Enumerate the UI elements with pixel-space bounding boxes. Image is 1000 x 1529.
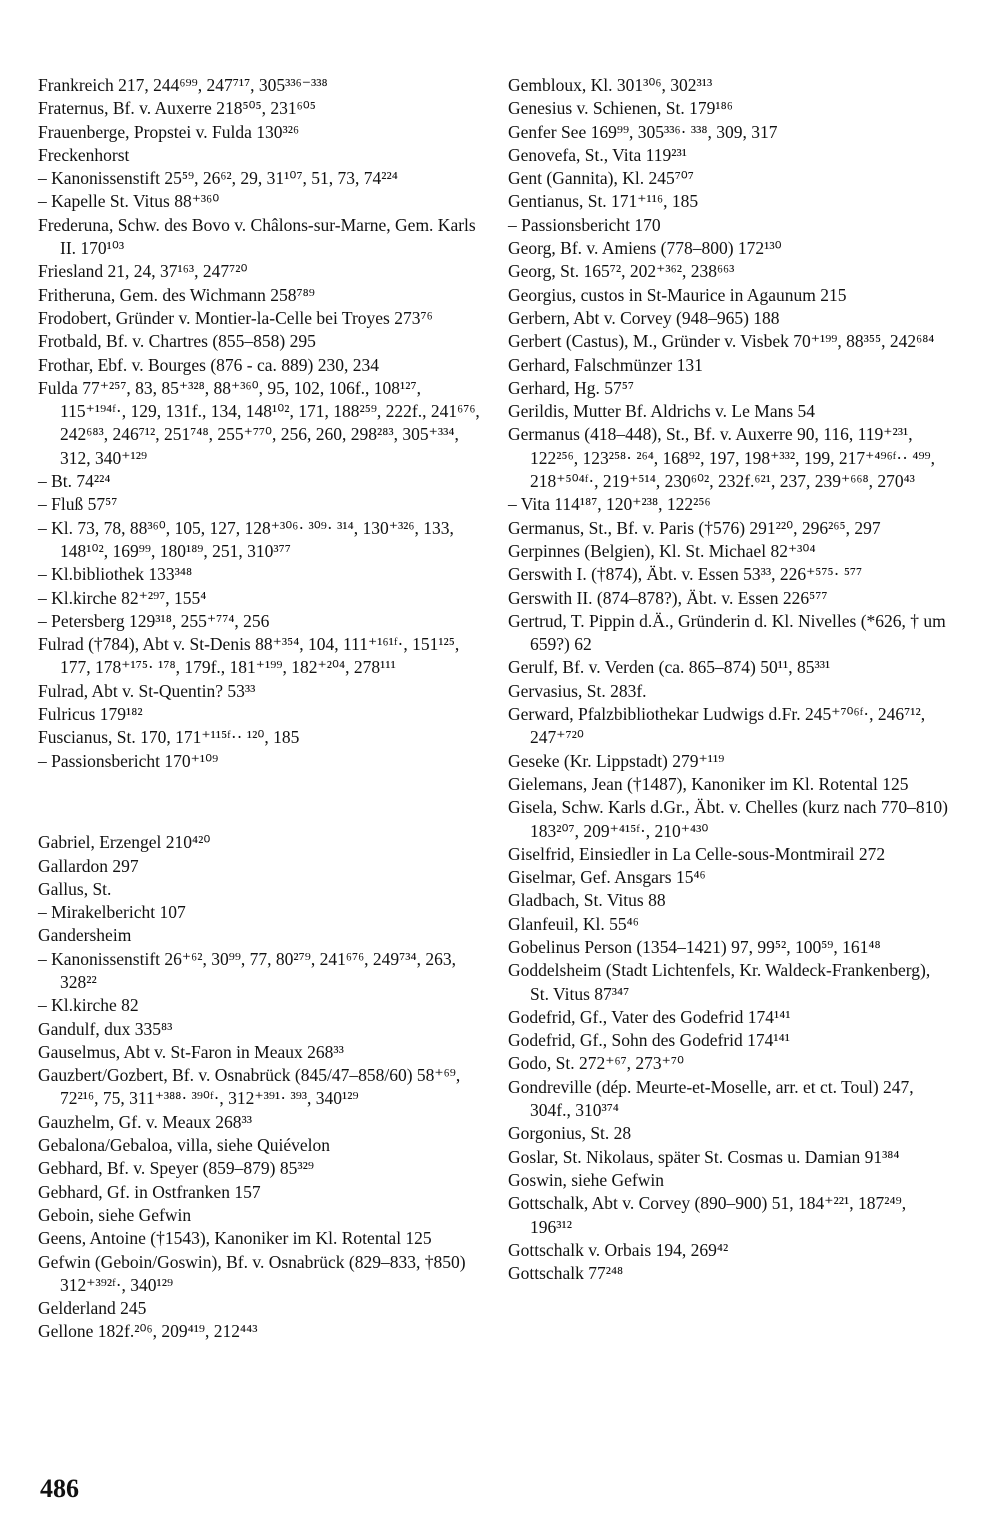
index-entry: Gelderland 245 [38, 1298, 147, 1319]
index-entry: Gobelinus Person (1354–1421) 97, 99⁵², 100⁵⁹, 161⁴⁸ [508, 936, 881, 957]
index-entry: Godefrid, Gf., Vater des Godefrid 174¹⁴¹ [508, 1006, 791, 1027]
index-entry: Frankreich 217, 244⁶⁹⁹, 247⁷¹⁷, 305³³⁶⁻³³⁸ [38, 75, 328, 95]
index-entry: Gottschalk 77²⁴⁸ [508, 1263, 624, 1284]
page-number: 486 [40, 1474, 79, 1503]
index-entry: Gerildis, Mutter Bf. Aldrichs v. Le Mans 54 [508, 401, 816, 422]
index-entry: Gerbern, Abt v. Corvey (948–965) 188 [508, 307, 780, 328]
index-entry: Godefrid, Gf., Sohn des Godefrid 174¹⁴¹ [508, 1030, 790, 1051]
index-entry: Geseke (Kr. Lippstadt) 279⁺¹¹⁹ [508, 750, 725, 771]
index-entry: Gerhard, Falschmünzer 131 [508, 354, 703, 375]
index-entry: Gefwin (Geboin/Goswin), Bf. v. Osnabrück (829–833, †850) 312⁺³⁹²ᶠ·, 340¹²⁹ [38, 1251, 466, 1295]
index-entry: – Passionsbericht 170⁺¹⁰⁹ [38, 750, 219, 771]
index-entry: – Kl.kirche 82⁺²⁹⁷, 155⁴ [38, 587, 207, 608]
index-entry: – Bt. 74²²⁴ [38, 471, 111, 492]
index-entry: Fraternus, Bf. v. Auxerre 218⁵⁰⁵, 231⁶⁰⁵ [38, 98, 316, 119]
index-entry: – Kl.kirche 82 [38, 995, 139, 1016]
index-entry: Fulricus 179¹⁸² [38, 704, 143, 725]
index-entry: Gembloux, Kl. 301³⁰⁶, 302³¹³ [508, 75, 713, 95]
index-entry: Gerulf, Bf. v. Verden (ca. 865–874) 50¹¹, 85³³¹ [508, 657, 831, 678]
index-entry: Gorgonius, St. 28 [508, 1123, 632, 1144]
index-entry: Gallardon 297 [38, 855, 139, 876]
index-entry: Gabriel, Erzengel 210⁴²⁰ [38, 832, 211, 853]
index-entry: Fulrad (†784), Abt v. St-Denis 88⁺³⁵⁴, 104, 111⁺¹⁶¹ᶠ·, 151¹²⁵, 177, 178⁺¹⁷⁵· ¹⁷⁸, 179f., 181⁺¹⁹⁹, 182⁺²⁰⁴, 278¹¹¹ [38, 634, 460, 678]
index-entry: Gisela, Schw. Karls d.Gr., Äbt. v. Chelles (kurz nach 770–810) 183²⁰⁷, 209⁺⁴¹⁵ᶠ·, 210⁺⁴³⁰ [508, 797, 949, 841]
index-entry: Frothar, Ebf. v. Bourges (876 - ca. 889) 230, 234 [38, 354, 379, 375]
index-entry: Gerhard, Hg. 57⁵⁷ [508, 377, 634, 398]
index-entry: – Petersberg 129³¹⁸, 255⁺⁷⁷⁴, 256 [38, 610, 270, 631]
index-entry: Germanus (418–448), St., Bf. v. Auxerre 90, 116, 119⁺²³¹, 122²⁵⁶, 123²⁵⁸· ²⁶⁴, 168⁹², 197, 198⁺³³², 199, 217⁺⁴⁹⁶ᶠ·· ⁴⁹⁹, 218⁺⁵⁰⁴ᶠ·, 219⁺⁵¹⁴, 230⁶⁰², 232f.⁶²¹, 237, 239⁺⁶⁶⁸, 270⁴³ [508, 424, 936, 492]
index-entry: – Passionsbericht 170 [508, 214, 661, 235]
index-entry: Gladbach, St. Vitus 88 [508, 890, 666, 911]
index-entry: Gebhard, Bf. v. Speyer (859–879) 85³²⁹ [38, 1158, 314, 1179]
index-entry: Gandersheim [38, 925, 132, 946]
index-entry: Gebhard, Gf. in Ostfranken 157 [38, 1181, 261, 1202]
index-entry: Gervasius, St. 283f. [508, 680, 647, 701]
index-entry: Friesland 21, 24, 37¹⁶³, 247⁷²⁰ [38, 261, 248, 282]
index-column-left [38, 74, 480, 1344]
index-entry: – Mirakelbericht 107 [38, 902, 186, 923]
index-entry: Gielemans, Jean (†1487), Kanoniker im Kl. Rotental 125 [508, 773, 909, 794]
index-entry: Fuscianus, St. 170, 171⁺¹¹⁵ᶠ·· ¹²⁰, 185 [38, 727, 300, 748]
index-entry: Frotbald, Bf. v. Chartres (855–858) 295 [38, 331, 316, 352]
index-entry: Genfer See 169⁹⁹, 305³³⁶· ³³⁸, 309, 317 [508, 121, 778, 142]
index-entry: Gellone 182f.²⁰⁶, 209⁴¹⁹, 212⁴⁴³ [38, 1321, 258, 1342]
index-entry: Goddelsheim (Stadt Lichtenfels, Kr. Waldeck-Frankenberg), St. Vitus 87³⁴⁷ [508, 960, 931, 1004]
index-entry: Gertrud, T. Pippin d.Ä., Gründerin d. Kl. Nivelles (*626, † um 659?) 62 [508, 610, 946, 655]
index-entry: Godo, St. 272⁺⁶⁷, 273⁺⁷⁰ [508, 1053, 685, 1074]
index-entry: Georgius, custos in St-Maurice in Agaunum 215 [508, 284, 847, 305]
index-entry: Gandulf, dux 335⁸³ [38, 1018, 173, 1039]
index-entry: Gent (Gannita), Kl. 245⁷⁰⁷ [508, 168, 694, 189]
index-entry: Geboin, siehe Gefwin [38, 1204, 192, 1225]
index-entry: Germanus, St., Bf. v. Paris (†576) 291²²⁰, 296²⁶⁵, 297 [508, 517, 881, 538]
index-entry: Gebalona/Gebaloa, villa, siehe Quiévelon [38, 1135, 331, 1156]
index-entry: Gerswith I. (†874), Äbt. v. Essen 53³³, 226⁺⁵⁷⁵· ⁵⁷⁷ [508, 564, 863, 585]
index-entry: – Kanonissenstift 26⁺⁶², 30⁹⁹, 77, 80²⁷⁹, 241⁶⁷⁶, 249⁷³⁴, 263, 328²² [38, 948, 456, 992]
index-entry: Gallus, St. [38, 878, 112, 899]
index-entry: Genesius v. Schienen, St. 179¹⁸⁶ [508, 98, 733, 119]
index-entry: Gottschalk v. Orbais 194, 269⁴² [508, 1239, 729, 1260]
index-column-right [508, 74, 950, 1285]
index-entry: – Kl. 73, 78, 88³⁶⁰, 105, 127, 128⁺³⁰⁶· ³⁰⁹· ³¹⁴, 130⁺³²⁶, 133, 148¹⁰², 169⁹⁹, 180¹⁸⁹, 251, 310³⁷⁷ [38, 517, 454, 561]
index-entry: Gauzbert/Gozbert, Bf. v. Osnabrück (845/47–858/60) 58⁺⁶⁹, 72²¹⁶, 75, 311⁺³⁸⁸· ³⁹⁰ᶠ·, 312⁺³⁹¹· ³⁹³, 340¹²⁹ [38, 1065, 461, 1109]
index-entry: Genovefa, St., Vita 119²³¹ [508, 144, 687, 165]
index-entry: Fulda 77⁺²⁵⁷, 83, 85⁺³²⁸, 88⁺³⁶⁰, 95, 102, 106f., 108¹²⁷, 115⁺¹⁹⁴ᶠ·, 129, 131f., 134, 148¹⁰², 171, 188²⁵⁹, 222f., 241⁶⁷⁶, 242⁶⁸³, 246⁷¹², 251⁷⁴⁸, 255⁺⁷⁷⁰, 256, 260, 298²⁸³, 305⁺³³⁴, 312, 340⁺¹²⁹ [38, 377, 480, 468]
index-entry: Gondreville (dép. Meurte-et-Moselle, arr. et ct. Toul) 247, 304f., 310³⁷⁴ [508, 1076, 914, 1121]
index-entry: Gerswith II. (874–878?), Äbt. v. Essen 226⁵⁷⁷ [508, 587, 828, 608]
index-entry: – Fluß 57⁵⁷ [38, 494, 118, 515]
index-entry: Giselmar, Gef. Ansgars 15⁴⁶ [508, 867, 706, 888]
index-entry: Frederuna, Schw. des Bovo v. Châlons-sur-Marne, Gem. Karls II. 170¹⁰³ [38, 214, 476, 259]
index-entry: Georg, Bf. v. Amiens (778–800) 172¹³⁰ [508, 238, 782, 259]
index-entry: – Kl.bibliothek 133³⁴⁸ [38, 564, 193, 585]
index-entry: Frodobert, Gründer v. Montier-la-Celle bei Troyes 273⁷⁶ [38, 307, 433, 328]
index-entry: Gerpinnes (Belgien), Kl. St. Michael 82⁺³⁰⁴ [508, 540, 816, 561]
index-entry: Georg, St. 165⁷², 202⁺³⁶², 238⁶⁶³ [508, 261, 735, 282]
index-entry: Gottschalk, Abt v. Corvey (890–900) 51, 184⁺²²¹, 187²⁴⁹, 196³¹² [508, 1193, 907, 1237]
index-entry: Fritheruna, Gem. des Wichmann 258⁷⁸⁹ [38, 284, 315, 305]
index-entry: Gauzhelm, Gf. v. Meaux 268³³ [38, 1111, 252, 1132]
index-entry: Goswin, siehe Gefwin [508, 1169, 665, 1190]
index-entry: Fulrad, Abt v. St-Quentin? 53³³ [38, 680, 256, 701]
index-entry: Gauselmus, Abt v. St-Faron in Meaux 268³³ [38, 1041, 344, 1062]
index-entry: Glanfeuil, Kl. 55⁴⁶ [508, 913, 639, 934]
section-gap [38, 790, 480, 813]
index-entry: Goslar, St. Nikolaus, später St. Cosmas u. Damian 91³⁸⁴ [508, 1146, 900, 1167]
index-entry: – Kapelle St. Vitus 88⁺³⁶⁰ [38, 191, 220, 212]
index-entry: Geens, Antoine (†1543), Kanoniker im Kl. Rotental 125 [38, 1228, 432, 1249]
index-entry: Gerward, Pfalzbibliothekar Ludwigs d.Fr. 245⁺⁷⁰⁶ᶠ·, 246⁷¹², 247⁺⁷²⁰ [508, 704, 926, 748]
index-entry: Gentianus, St. 171⁺¹¹⁶, 185 [508, 191, 699, 212]
index-entry: Giselfrid, Einsiedler in La Celle-sous-Montmirail 272 [508, 843, 886, 864]
index-entry: Gerbert (Castus), M., Gründer v. Visbek 70⁺¹⁹⁹, 88³⁵⁵, 242⁶⁸⁴ [508, 331, 935, 352]
index-entry: – Kanonissenstift 25⁵⁹, 26⁶², 29, 31¹⁰⁷, 51, 73, 74²²⁴ [38, 168, 398, 189]
index-entry: Freckenhorst [38, 144, 130, 165]
index-entry: Frauenberge, Propstei v. Fulda 130³²⁶ [38, 121, 300, 142]
index-entry: – Vita 114¹⁸⁷, 120⁺²³⁸, 122²⁵⁶ [508, 494, 711, 515]
